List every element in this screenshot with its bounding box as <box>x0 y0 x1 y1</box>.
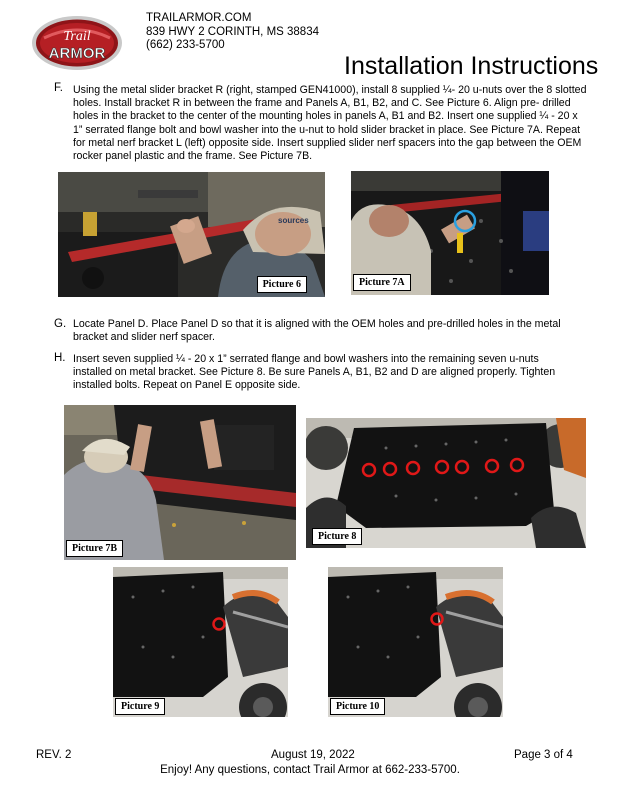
picture-7a-caption: Picture 7A <box>353 274 411 291</box>
picture-7b-caption: Picture 7B <box>66 540 123 557</box>
trail-armor-logo <box>30 14 124 72</box>
picture-6-caption: Picture 6 <box>257 276 307 293</box>
company-address: 839 HWY 2 CORINTH, MS 38834 <box>146 25 319 38</box>
picture-7b-photo <box>64 405 296 560</box>
contact-note: Enjoy! Any questions, contact Trail Armor at 662-233-5700. <box>160 764 460 776</box>
picture-9-caption: Picture 9 <box>115 698 165 715</box>
picture-8-photo <box>306 418 586 548</box>
company-website: TRAILARMOR.COM <box>146 12 252 24</box>
company-phone: (662) 233-5700 <box>146 39 225 51</box>
picture-7a-photo <box>351 171 549 295</box>
page-number: Page 3 of 4 <box>514 749 573 761</box>
company-info <box>146 12 319 53</box>
step-h-text: Insert seven supplied ¼ - 20 x 1” serrated flange and bowl washers into the remaining seven u-nuts installed on metal bracket. See Picture 8. Be sure Panels A, B1, B2 and D are aligned properly. Tighten installed bolts. Repeat on Panel E opposite side. <box>73 353 556 392</box>
picture-10-photo <box>328 567 503 717</box>
step-f-letter: F. <box>54 82 63 94</box>
step-g-letter: G. <box>54 318 67 330</box>
page-title: Installation Instructions <box>344 52 599 80</box>
step-f-text: Using the metal slider bracket R (right, stamped GEN41000), install 8 supplied ¼- 20 u-nuts over the 8 slotted holes. Install bracket R in between the frame and Panels A, B1, B2, and C. See Picture 6. Align pre- drilled holes in the bracket to the center of the mounting holes in panels A, B1 and B2. Insert one supplied ¼ - 20 x 1” serrated flange bolt and bowl washer into the u-nut to hold slider bracket in place. See Picture 7A. Repeat for metal nerf bracket L (left) opposite side. Insert supplied slider nerf spacers into the gap between the OEM rocker panel plastic and the frame. See Picture 7B. <box>73 84 587 163</box>
svg-text:ARMOR: ARMOR <box>48 45 106 62</box>
cap-logo-text: sources <box>278 216 309 225</box>
picture-10-caption: Picture 10 <box>330 698 385 715</box>
step-h-letter: H. <box>54 352 66 364</box>
picture-8-caption: Picture 8 <box>312 528 362 545</box>
step-g-text: Locate Panel D. Place Panel D so that it is aligned with the OEM holes and pre-drilled holes in the metal bracket and slider nerf spacer. <box>73 318 561 344</box>
picture-9-photo <box>113 567 288 717</box>
document-date: August 19, 2022 <box>271 749 355 761</box>
svg-text:Trail: Trail <box>63 29 91 44</box>
revision: REV. 2 <box>36 749 72 761</box>
picture-6-photo <box>58 172 325 297</box>
